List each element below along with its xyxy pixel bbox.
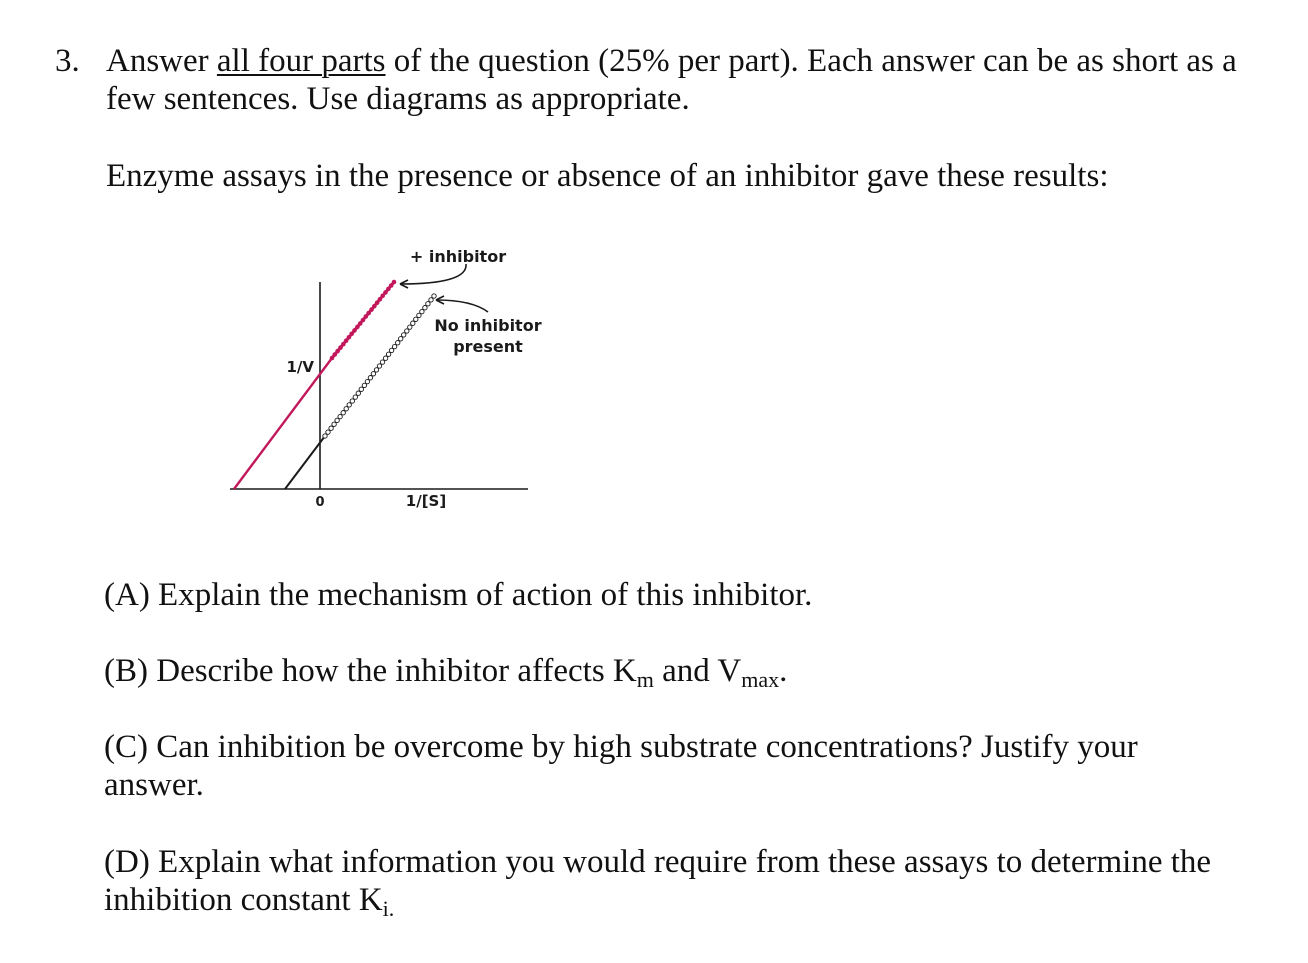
no-inhibitor-data-point bbox=[399, 337, 403, 341]
inhibitor-line-extrapolated bbox=[234, 358, 332, 489]
origin-label: 0 bbox=[315, 495, 325, 510]
no-inhibitor-data-point bbox=[408, 325, 412, 329]
no-inhibitor-data-point bbox=[359, 387, 363, 391]
inhibitor-data-points bbox=[330, 280, 397, 361]
part-a: (A) Explain the mechanism of action of this inhibitor. bbox=[104, 577, 813, 613]
no-inhibitor-data-point bbox=[383, 356, 387, 360]
no-inhibitor-data-point bbox=[347, 403, 351, 407]
no-inhibitor-data-point bbox=[374, 368, 378, 372]
no-inhibitor-data-point bbox=[356, 391, 360, 395]
part-c-line-2: answer. bbox=[104, 767, 204, 803]
intro-underlined-phrase: all four parts bbox=[216, 43, 386, 79]
label-no-inhibitor-line2: present bbox=[453, 337, 523, 356]
part-d-line-1: (D) Explain what information you would require from these assays to determine the bbox=[104, 844, 1212, 880]
no-inhibitor-data-point bbox=[411, 321, 415, 325]
part-d-line-2 bbox=[104, 881, 394, 919]
no-inhibitor-data-point bbox=[365, 379, 369, 383]
part-b-text-mid: and V bbox=[653, 653, 742, 689]
part-c-line-1: (C) Can inhibition be overcome by high substrate concentrations? Justify your bbox=[104, 729, 1138, 765]
inhibitor-arrow bbox=[400, 264, 466, 284]
no-inhibitor-data-point bbox=[329, 426, 333, 430]
no-inhibitor-data-point bbox=[429, 298, 433, 302]
label-no-inhibitor-line1: No inhibitor bbox=[434, 316, 542, 335]
no-inhibitor-data-point bbox=[405, 329, 409, 333]
label-plus-inhibitor: + inhibitor bbox=[409, 247, 507, 266]
no-inhibitor-data-point bbox=[332, 422, 336, 426]
assay-sentence: Enzyme assays in the presence or absence of an inhibitor gave these results: bbox=[106, 158, 1109, 194]
no-inhibitor-arrow bbox=[436, 300, 488, 312]
intro-line-1 bbox=[106, 42, 1237, 80]
intro-line-2: few sentences. Use diagrams as appropriate. bbox=[106, 81, 690, 117]
no-inhibitor-data-point bbox=[326, 430, 330, 434]
no-inhibitor-data-point bbox=[371, 372, 375, 376]
no-inhibitor-data-point bbox=[377, 364, 381, 368]
km-subscript: m bbox=[636, 667, 654, 692]
no-inhibitor-data-point bbox=[402, 333, 406, 337]
y-axis-label: 1/V bbox=[286, 358, 314, 376]
no-inhibitor-data-point bbox=[344, 407, 348, 411]
no-inhibitor-data-point bbox=[396, 341, 400, 345]
no-inhibitor-data-point bbox=[389, 348, 393, 352]
no-inhibitor-data-point bbox=[392, 344, 396, 348]
no-inhibitor-data-point bbox=[350, 399, 354, 403]
part-b bbox=[104, 652, 787, 690]
vmax-subscript: max bbox=[741, 667, 780, 692]
no-inhibitor-data-point bbox=[423, 306, 427, 310]
question-number: 3. bbox=[55, 43, 80, 79]
no-inhibitor-data-point bbox=[417, 313, 421, 317]
ki-subscript: i. bbox=[382, 896, 395, 921]
no-inhibitor-line-extrapolated bbox=[285, 436, 325, 489]
no-inhibitor-data-point bbox=[323, 434, 327, 438]
no-inhibitor-data-point bbox=[362, 383, 366, 387]
no-inhibitor-data-points bbox=[323, 294, 436, 438]
inhibitor-data-point bbox=[392, 280, 397, 285]
no-inhibitor-data-point bbox=[420, 309, 424, 313]
part-b-text-pre: (B) Describe how the inhibitor affects K bbox=[104, 653, 637, 689]
no-inhibitor-data-point bbox=[432, 294, 436, 298]
no-inhibitor-data-point bbox=[380, 360, 384, 364]
no-inhibitor-data-point bbox=[338, 414, 342, 418]
intro-text-pre: Answer bbox=[106, 43, 217, 79]
part-d-text-pre: inhibition constant K bbox=[104, 882, 383, 918]
no-inhibitor-data-point bbox=[368, 376, 372, 380]
x-axis-label: 1/[S] bbox=[405, 492, 447, 510]
no-inhibitor-data-point bbox=[386, 352, 390, 356]
no-inhibitor-data-point bbox=[414, 317, 418, 321]
no-inhibitor-data-point bbox=[335, 418, 339, 422]
lineweaver-burk-plot bbox=[222, 236, 542, 516]
no-inhibitor-data-point bbox=[341, 411, 345, 415]
no-inhibitor-data-point bbox=[353, 395, 357, 399]
intro-text-post: of the question (25% per part). Each answer can be as short as a bbox=[385, 43, 1237, 79]
no-inhibitor-data-point bbox=[426, 302, 430, 306]
part-b-text-post: . bbox=[779, 653, 788, 689]
